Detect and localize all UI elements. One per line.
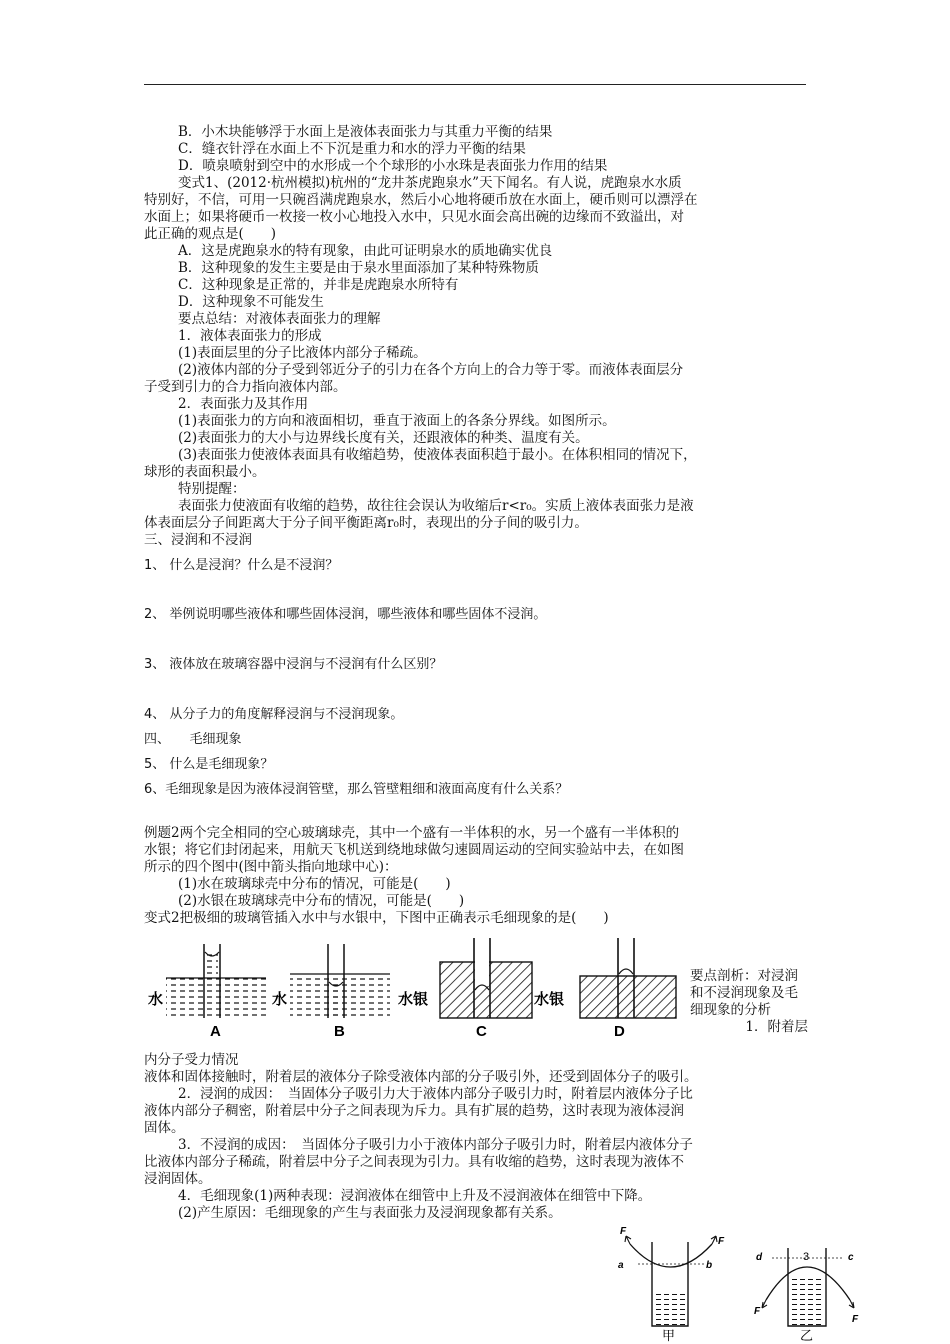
example2-text: 所示的四个图中(图中箭头指向地球中心)： [144, 859, 398, 875]
section-heading: 四、 毛细现象 [144, 732, 242, 747]
option-d: D．喷泉喷射到空中的水形成一个个球形的小水珠是表面张力作用的结果 [178, 158, 608, 174]
summary-item: 2．表面张力及其作用 [178, 396, 309, 412]
figure-b [272, 944, 390, 1040]
analysis-text: 内分子受力情况 [144, 1052, 239, 1068]
summary-item: 球形的表面积最小。 [144, 464, 266, 480]
variant1-option-b: B．这种现象的发生主要是由于泉水里面添加了某种特殊物质 [178, 260, 539, 276]
force-arrow [849, 1300, 854, 1308]
example2-text: 例题2两个完全相同的空心玻璃球壳，其中一个盛有一半体积的水，另一个盛有一半体积的 [144, 825, 680, 841]
force-arrow [762, 1300, 767, 1308]
question-6: 6、毛细现象是因为液体浸润管壁，那么管壁粗细和液面高度有什么关系？ [144, 782, 569, 797]
summary-item: 子受到引力的合力指向液体内部。 [144, 379, 347, 395]
liquid [790, 1278, 824, 1326]
example2-subquestion: (2)水银在玻璃球壳中分布的情况，可能是( ) [178, 893, 465, 909]
side-note [690, 968, 808, 1036]
figure-label: 3 [803, 1251, 810, 1263]
figure-caption: D [614, 1023, 625, 1040]
side-note-item: 1．附着层 [745, 1019, 808, 1035]
figure-caption: B [334, 1023, 345, 1040]
analysis-text: 3．不浸润的成因： 当固体分子吸引力小于液体内部分子吸引力时，附着层内液体分子 [178, 1137, 693, 1153]
question-1: 1、 什么是浸润？什么是不浸润？ [144, 558, 339, 573]
figure-label: 水 [272, 991, 288, 1008]
liquid [654, 1294, 686, 1326]
meniscus-curve [630, 1244, 712, 1267]
figure-label: F [718, 1236, 725, 1247]
analysis-text: 4．毛细现象(1)两种表现：浸润液体在细管中上升及不浸润液体在细管中下降。 [178, 1188, 652, 1204]
variant1-question: 水面上；如果将硬币一枚接一枚小心地投入水中，只见水面会高出碗的边缘而不致溢出，对 [144, 209, 684, 225]
variant1-question: 变式1、(2012·杭州模拟)杭州的“龙井茶虎跑泉水”天下闻名。有人说，虎跑泉水水质 [178, 175, 682, 191]
variant1-option-d: D．这种现象不可能发生 [178, 294, 324, 310]
tube-liquid [330, 984, 342, 1018]
figure-label: 水 [148, 991, 164, 1008]
summary-item: (1)表面层里的分子比液体内部分子稀疏。 [178, 345, 427, 361]
summary-item: (2)表面张力的大小与边界线长度有关，还跟液体的种类、温度有关。 [178, 430, 589, 446]
figure-a [148, 944, 266, 1040]
summary-item: (2)液体内部的分子受到邻近分子的引力在各个方向上的合力等于零。而液体表面层分 [178, 362, 684, 378]
summary-item: (1)表面张力的方向和液面相切，垂直于液面上的各条分界线。如图所示。 [178, 413, 616, 429]
reminder-heading: 特别提醒： [178, 481, 246, 497]
example2-subquestion: (1)水在玻璃球壳中分布的情况，可能是( ) [178, 876, 451, 892]
figure-caption: 乙 [800, 1328, 814, 1342]
figure-c [398, 938, 532, 1040]
figure-d [534, 938, 676, 1040]
figure-yi [754, 1248, 859, 1342]
mercury-body [580, 976, 676, 1018]
figure-label: d [756, 1252, 763, 1263]
reminder-text: 体表面层分子间距离大于分子间平衡距离r₀时，表现出的分子间的吸引力。 [144, 515, 588, 531]
side-note-text: 要点剖析：对浸润和不浸润现象及毛细现象的分析 [690, 968, 798, 1018]
summary-item: 1．液体表面张力的形成 [178, 328, 322, 344]
figure-label: F [754, 1306, 761, 1317]
figure-label: 水银 [534, 991, 565, 1008]
variant1-question: 特别好，不信，可用一只碗舀满虎跑泉水，然后小心地将硬币放在水面上，硬币则可以漂浮在 [144, 192, 698, 208]
figure-label: a [618, 1260, 624, 1271]
question-3: 3、 液体放在玻璃容器中浸润与不浸润有什么区别？ [144, 657, 443, 672]
reminder-text: 表面张力使液面有收缩的趋势，故往往会误认为收缩后r<r₀。实质上液体表面张力是液 [178, 498, 694, 514]
summary-item: (3)表面张力使液体表面具有收缩趋势，使液体表面积趋于最小。在体积相同的情况下， [178, 447, 697, 463]
figure-label: c [848, 1252, 854, 1263]
variant1-option-c: C．这种现象是正常的，并非是虎跑泉水所特有 [178, 277, 459, 293]
figure-label: 水银 [398, 991, 429, 1008]
variant1-question: 此正确的观点是( ) [144, 226, 277, 242]
variant1-option-a: A．这是虎跑泉水的特有现象，由此可证明泉水的质地确实优良 [178, 243, 553, 259]
option-b: B．小木块能够浮于水面上是液体表面张力与其重力平衡的结果 [178, 124, 553, 140]
figure-caption: C [476, 1023, 487, 1040]
option-c: C．缝衣针浮在水面上不下沉是重力和水的浮力平衡的结果 [178, 141, 526, 157]
figure-label: b [706, 1260, 713, 1271]
figure-label: F [620, 1226, 627, 1237]
capillary-figure [144, 934, 684, 1042]
analysis-text: 2．浸润的成因： 当固体分子吸引力大于液体内部分子吸引力时，附着层内液体分子比 [178, 1086, 693, 1102]
analysis-text: 液体内部分子稠密，附着层中分子之间表现为斥力。具有扩展的趋势，这时表现为液体浸润 [144, 1103, 684, 1119]
tube-liquid [206, 954, 218, 978]
header-rule [144, 84, 806, 85]
figure-caption: 甲 [662, 1328, 676, 1342]
question-4: 4、 从分子力的角度解释浸润与不浸润现象。 [144, 707, 404, 722]
analysis-text: 比液体内部分子稀疏，附着层中分子之间表现为引力。具有收缩的趋势，这时表现为液体不 [144, 1154, 684, 1170]
figure-jia [618, 1226, 725, 1342]
analysis-text: (2)产生原因：毛细现象的产生与表面张力及浸润现象都有关系。 [178, 1205, 562, 1221]
figure-caption: A [210, 1023, 221, 1040]
analysis-text: 液体和固体接触时，附着层的液体分子除受液体内部的分子吸引外，还受到固体分子的吸引。 [144, 1069, 698, 1085]
force-arrow [711, 1236, 717, 1244]
water-body [166, 978, 266, 1018]
analysis-text: 浸润固体。 [144, 1171, 212, 1187]
example2-text: 水银；将它们封闭起来，用航天飞机送到绕地球做匀速圆周运动的空间实验站中去，在如图 [144, 842, 684, 858]
variant2-question: 变式2把极细的玻璃管插入水中与水银中，下图中正确表示毛细现象的是( ) [144, 910, 609, 926]
summary-heading: 要点总结：对液体表面张力的理解 [178, 311, 381, 327]
section-heading: 三、浸润和不浸润 [144, 532, 252, 548]
analysis-text: 固体。 [144, 1120, 185, 1136]
question-2: 2、 举例说明哪些液体和哪些固体浸润，哪些液体和哪些固体不浸润。 [144, 607, 547, 622]
figure-label: F [852, 1314, 859, 1325]
force-arrow [625, 1236, 631, 1244]
surface-tension-figure [616, 1222, 866, 1342]
tube-gap [475, 938, 489, 986]
question-5: 5、 什么是毛细现象？ [144, 757, 274, 772]
